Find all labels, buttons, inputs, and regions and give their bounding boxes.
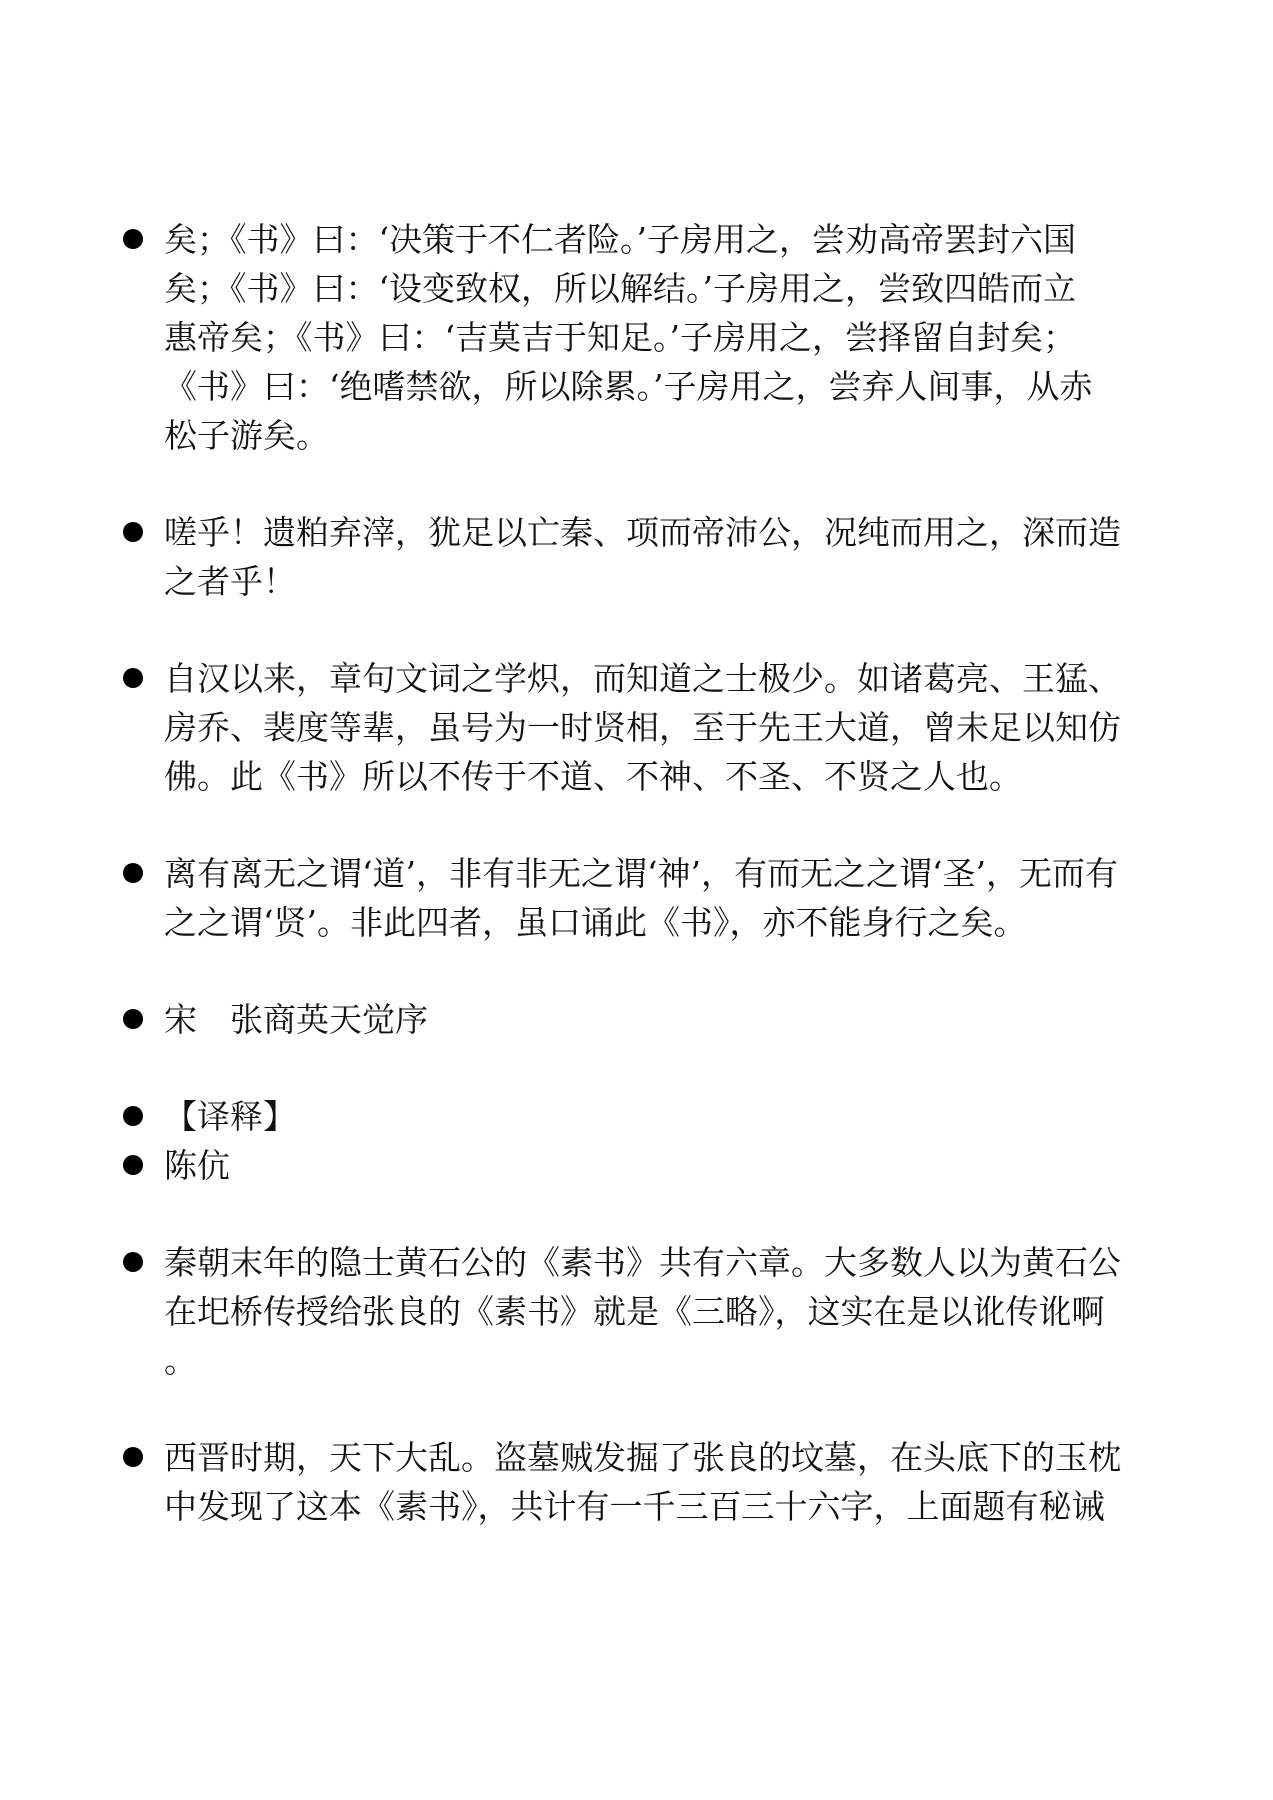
text-line: 嗟乎！遗粕弃滓，犹足以亡秦、项而帝沛公，况纯而用之，深而造	[164, 513, 1121, 552]
bullet-icon	[123, 1009, 143, 1029]
bullet-icon	[123, 668, 143, 688]
text-line: 之者乎！	[164, 562, 296, 601]
section-heading: 【译释】	[164, 1097, 296, 1136]
list-item	[120, 1238, 1170, 1385]
bullet-icon	[123, 863, 143, 883]
list-item	[120, 1092, 1170, 1141]
author-name: 陈伉	[164, 1146, 230, 1185]
list-item	[120, 995, 1170, 1044]
bullet-icon	[123, 522, 143, 542]
bullet-icon	[123, 1106, 143, 1126]
list-item	[120, 215, 1170, 460]
text-line: 中发现了这本《素书》，共计有一千三百三十六字，上面题有秘诫	[164, 1487, 1105, 1526]
bullet-list	[120, 215, 1170, 1579]
bullet-icon	[123, 1447, 143, 1467]
bullet-icon	[123, 1252, 143, 1272]
text-line: 松子游矣。	[164, 416, 329, 455]
list-item	[120, 1141, 1170, 1190]
text-line: 之之谓‘贤’。非此四者，虽口诵此《书》，亦不能身行之矣。	[164, 903, 1027, 942]
text-line: 秦朝末年的隐士黄石公的《素书》共有六章。大多数人以为黄石公	[164, 1243, 1121, 1282]
list-item	[120, 508, 1170, 606]
text-line: 自汉以来，章句文词之学炽，而知道之士极少。如诸葛亮、王猛、	[164, 659, 1121, 698]
list-item	[120, 654, 1170, 801]
author-line: 宋 张商英天觉序	[164, 1000, 428, 1039]
text-line: 《书》曰：‘绝嗜禁欲，所以除累。’子房用之，尝弃人间事，从赤	[164, 367, 1093, 406]
list-item	[120, 1433, 1170, 1531]
text-line: 矣；《书》曰：‘决策于不仁者险。’子房用之，尝劝高帝罢封六国	[164, 220, 1076, 259]
list-item	[120, 849, 1170, 947]
text-line: 西晋时期，天下大乱。盗墓贼发掘了张良的坟墓，在头底下的玉枕	[164, 1438, 1121, 1477]
text-line: 佛。此《书》所以不传于不道、不神、不圣、不贤之人也。	[164, 757, 1022, 796]
text-line: 。	[164, 1341, 197, 1380]
text-line: 惠帝矣；《书》曰：‘吉莫吉于知足。’子房用之，尝择留自封矣；	[164, 318, 1076, 357]
bullet-icon	[123, 1155, 143, 1175]
text-line: 房乔、裴度等辈，虽号为一时贤相，至于先王大道，曾未足以知仿	[164, 708, 1121, 747]
text-line: 矣；《书》曰：‘设变致权，所以解结。’子房用之，尝致四皓而立	[164, 269, 1076, 308]
text-line: 离有离无之谓‘道’，非有非无之谓‘神’，有而无之之谓‘圣’，无而有	[164, 854, 1118, 893]
text-line: 在圯桥传授给张良的《素书》就是《三略》，这实在是以讹传讹啊	[164, 1292, 1105, 1331]
bullet-icon	[123, 229, 143, 249]
